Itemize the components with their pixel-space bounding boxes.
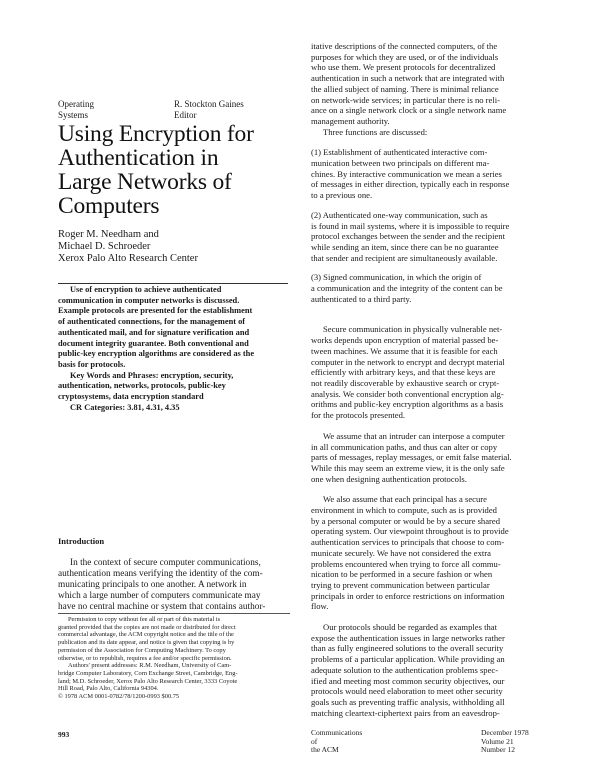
paragraph: Our protocols should be regarded as examples that expose the authentication issues in large networks rather than as fully engineered solutions to the overall security problems of a particular application. While providing an adequate solution to the authentication problems spec- ified and meeting most common security objectives, our protocols would need elaboration to meet other security goals such as preventing traffic analysis, withholding all matching cleartext-ciphertext pairs from an eavesdrop-	[311, 622, 505, 718]
list-item-2: (2) Authenticated one-way communication, such as is found in mail systems, where it is impossible to require protocol exchanges between the sender and the recipient while sending an item, since there can be no guarantee that sender and recipient are simultaneously available.	[311, 209, 510, 263]
section-label: Operating Systems	[58, 99, 94, 120]
editor-credit: R. Stockton Gaines Editor	[174, 99, 244, 120]
author-block: Roger M. Needham and Michael D. Schroeder Xerox Palo Alto Research Center	[58, 229, 198, 264]
journal-issue: December 1978 Volume 21 Number 12	[481, 728, 529, 754]
copyright-line: © 1978 ACM 0001-0782/78/1200-0993 $00.75	[58, 693, 180, 701]
list-item-1: (1) Establishment of authenticated interactive com- munication between two principals on different ma- chines. By interactive communication we mean a series of messages in either direction, typically each in response to a previous one.	[311, 147, 510, 201]
paper-title: Using Encryption for Authentication in Large Networks of Computers	[58, 121, 254, 219]
footnote: Permission to copy without fee all or part of this material is granted provided that the copies are not made or distributed for direct commercial advantage, the ACM copyright notice and the title of the publication and its date appear, and notice is given that copying is by permission of the Association for Computing Machinery. To copy otherwise, or to republish, requires a fee and/or specific permission. Authors' present addresses: R.M. Needham, University of Cam- bridge Computer Laboratory, Corn Exchange Street, Cambridge, Eng- land; M.D. Schroeder, Xerox Palo Alto Research Center, 3333 Coyote Hill Road, Palo Alto, California 94304. © 1978 ACM 0001-0782/78/1200-0993 $00.75	[58, 616, 293, 701]
paragraph: Secure communication in physically vulnerable net- works depends upon encryption of material passed be- tween machines. We assume that it is feasible for each computer in the network to encrypt and decrypt material efficiently with arbitrary keys, and that these keys are not readily discoverable by exhaustive search or crypt- analysis. We consider both conventional encryption alg- orithms and public-key encryption algorithms as a basis for the protocols presented.	[311, 324, 505, 421]
paragraph: We also assume that each principal has a secure environment in which to compute, such as is provided by a personal computer or would be by a secure shared operating system. Our viewpoint throughout is to provide authentication services to principals that choose to com- municate securely. We have not considered the extra problems encountered when trying to force all commu- nication to be performed in a secure fashion or when trying to prevent communication between particular principals in order to enforce restrictions on information flow.	[311, 494, 509, 612]
list-item-3: (3) Signed communication, in which the origin of a communication and the integrity of the content can be authenticated to a third party.	[311, 272, 503, 304]
page-number: 993	[58, 730, 70, 739]
journal-name: Communications of the ACM	[311, 728, 363, 754]
right-column: itative descriptions of the connected computers, of the purposes for which they are used, or of the individuals who use them. We present protocols for decentralized authentication in such a network that are integrated with the allied subject of naming. There is minimal reliance on network-wide services; in particular there is no reli- ance on a single network clock or a single network name management authority. Three functions are discussed: (1) Establishment of authenticated interactive com- munication between two principals on different ma- chines. By interactive communication we mean a series of messages in either direction, typically each in response to a previous one. (2) Authenticated one-way communication, such as is found in mail systems, where it is impossible to require protocol exchanges between the sender and the recipient while sending an item, since there can be no guarantee that sender and recipient are simultaneously available. (3) Signed communication, in which the origin of a communication and the integrity of the content can be authenticated to a third party. Secure communication in physically vulnerable net- works depends upon encryption of material passed be- tween machines. We assume that it is feasible for each computer in the network to encrypt and decrypt material efficiently with arbitrary keys, and that these keys are not readily discoverable by exhaustive search or crypt- analysis. We consider both conventional encryption alg- orithms and public-key encryption algorithms as a basis for the protocols presented. We assume that an intruder can interpose a computer in all communication paths, and thus can alter or copy parts of messages, replay messages, or emit false material. While this may seem an extreme view, it is the only safe one when designing authentication protocols. We also assume that each principal has a secure environment in which to compute, such as is provided by a personal computer or would be by a secure shared operating system. Our viewpoint throughout is to provide authentication services to principals that choose to com- municate securely. We have not considered the extra problems encountered when trying to force all commu- nication to be performed in a secure fashion or when trying to prevent communication between particular principals in order to enforce restrictions on information flow. Our protocols should be regarded as examples that expose the authentication issues in large networks rather than as fully engineered solutions to the overall security problems of a particular application. While providing an adequate solution to the authentication problems spec- ified and meeting most common security objectives, our protocols would need elaboration to meet other security goals such as preventing traffic analysis, withholding all matching cleartext-ciphertext pairs from an eavesdrop-	[311, 41, 547, 718]
keywords: Key Words and Phrases: encryption, security,	[70, 370, 234, 380]
abstract-divider	[58, 283, 288, 284]
introduction-body: In the context of secure computer communications, authentication means verifying the identity of the com- municating principals to one another. A network in which a large number of computers communicate may have no central machine or system that contains author-	[58, 558, 266, 613]
cr-categories: CR Categories: 3.81, 4.31, 4.35	[70, 402, 180, 412]
abstract: Use of encryption to achieve authenticated communication in computer networks is discussed. Example protocols are presented for the establishment of authenticated connections, for the management of authenticated mail, and for signature verification and document integrity guarantee. Both conventional and public-key encryption algorithms are considered as the basis for protocols. Key Words and Phrases: encryption, security, authentication, networks, protocols, public-key cryptosystems, data encryption standard CR Categories: 3.81, 4.31, 4.35	[58, 285, 288, 413]
introduction-heading: Introduction	[58, 536, 105, 546]
footnote-divider	[58, 613, 290, 614]
paragraph: We assume that an intruder can interpose a computer in all communication paths, and thus can alter or copy parts of messages, replay messages, or emit false material. While this may seem an extreme view, it is the only safe one when designing authentication protocols.	[311, 430, 512, 484]
